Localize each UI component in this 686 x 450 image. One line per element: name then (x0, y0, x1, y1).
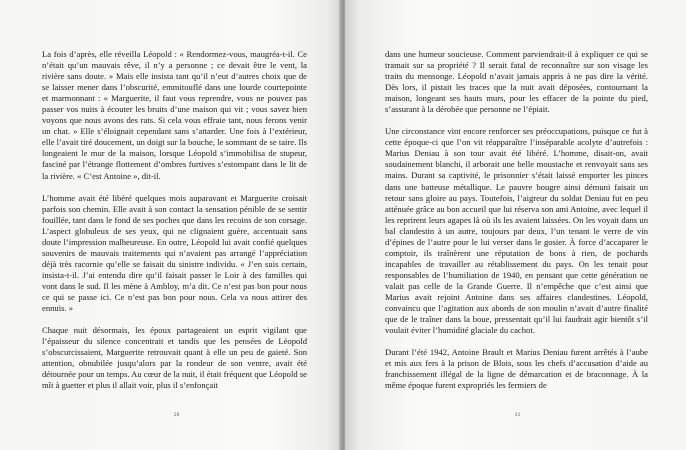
left-page-text (42, 49, 307, 402)
paragraph: Durant l’été 1942, Antoine Brault et Marius Deniau furent arrêtés à l’aube et mis aux fers à la prison de Blois, sous les chefs d’accusation d’aide au franchissement illégal de la ligne de démarcation et de braconnage. À la même époque furent expropriés les fermiers de (385, 347, 648, 391)
right-page-text (385, 49, 648, 402)
page-number: 21 (515, 413, 521, 418)
page-number: 20 (174, 413, 180, 418)
paragraph: L’homme avait été libéré quelques mois auparavant et Marguerite croisait parfois son chemin. Elle avait à son contact la sensation pénible de se sentir fouillée, tant dans le fond de ses poches que dans les recoins de son corsage. L’aspect globuleux de ses yeux, qui ne clignaient guère, accentuait sans doute l’impression malheureuse. En outre, Léopold lui avait confié quelques souvenirs de mauvais traitements qui n’avaient pas arrangé l’appréciation déjà très racornie qu’elle se faisait du sinistre individu. « J’en suis certain, insista-t-il. J’ai entendu dire qu’il faisait passer le Loir à des familles qui vont dans le sud. Il les mène à Ambloy, m’a dit. Ce n’est pas bon pour nous ce qui se passe ici. Ce n’est pas bon pour nous. Cela va nous attirer des ennuis. » (42, 192, 307, 314)
paragraph: La fois d’après, elle réveilla Léopold : « Rendormez-vous, maugréa-t-il. Ce n’était qu’un mauvais rêve, il n’y a personne ; ce devait être le vent, la rivière sans doute. » Mais elle insista tant qu’il n’eut d’autres choix que de se laisser mener dans l’obscurité, emmitouflé dans une lourde courtepointe et marmonnant : « Marguerite, il faut vous reprendre, vous ne pouvez pas passer vos nuits à écouter les bruits d’une maison qui vit ; vous savez bien voyons que nous avons des rats. Si cela vous effraie tant, nous ferons venir un chat. » Elle s’éloignait cependant sans s’attarder. Une fois à l’extérieur, elle l’avait tiré doucement, un doigt sur la bouche, le sommant de se taire. Ils longeaient le mur de la maison, lorsque Léopold s’immobilisa de stupeur, fasciné par l’étrange flottement d’ombres furtives s’estompant dans le lit de la rivière. « C’est Antoine », dit-il. (42, 49, 307, 181)
paragraph: dans une humeur soucieuse. Comment parviendrait-il à expliquer ce qui se tramait sur sa propriété ? Il serait fatal de reconnaître sur son visage les traits du mensonge. Léopold n’avait jamais appris à ne pas dire la vérité. Dès lors, il pistait les traces que la nuit avait déposées, contournant la maison, longeant ses hauts murs, pour les effacer de la pointe du pied, s’assurant à la dérobée que personne ne l’épiait. (385, 49, 648, 115)
paragraph: Chaque nuit désormais, les époux partageaient un esprit vigilant que l’épaisseur du silence concentrait et tandis que les pensées de Léopold s’obscurcissaient, Marguerite retrouvait quant à elle un peu de gaieté. Son attention, obnubilée jusqu’alors par la rondeur de son ventre, avait été détournée pour un temps. Au cœur de la nuit, il était fréquent que Léopold se mît à guetter et plus il allait voir, plus il s’enfonçait (42, 325, 307, 391)
paragraph: Une circonstance vint encore renforcer ses préoccupations, puisque ce fut à cette époque-ci que l’on vit réapparaître l’inséparable acolyte d’autrefois : Marius Deniau à son tour avait été libéré. L’homme, disait-on, avait soudainement blanchi, il arborait une belle moustache et renvoyait sans ses mains. Durant sa captivité, le prisonnier s’était laissé emporter les pinces dans une batteuse métallique. Le pauvre bougre ainsi démuni faisait un retour sans gloire au pays. Toutefois, l’aigreur du soldat Deniau fut en peu atténuée grâce au bon accueil que lui réserva son ami Antoine, avec lequel il les reprirent leurs agapes là où ils les avaient laissées. On les voyait dans un bal clandestin à un autre, toujours par deux, l’un tenant le verre de vin d’épines de l’autre pour le lui verser dans le gosier. À force d’accaparer le comptoir, ils traînèrent une réputation de bons à rien, de pochards incapables de travailler au rétablissement du pays. On les tenait pour responsables de l’humiliation de 1940, en pensant que cette génération ne valait pas celle de la Grande Guerre. Il n’empêche que c’est ainsi que Marius avait rejoint Antoine dans ses affaires clandestines. Léopold, convaincu que l’agitation aux abords de son moulin n’avait d’autre finalité que de le traîner dans la boue, pressentait qu’il lui faudrait agir bientôt s’il voulait éviter l’humidité glaciale du cachot. (385, 126, 648, 336)
right-page (345, 0, 686, 450)
left-page (0, 0, 341, 450)
